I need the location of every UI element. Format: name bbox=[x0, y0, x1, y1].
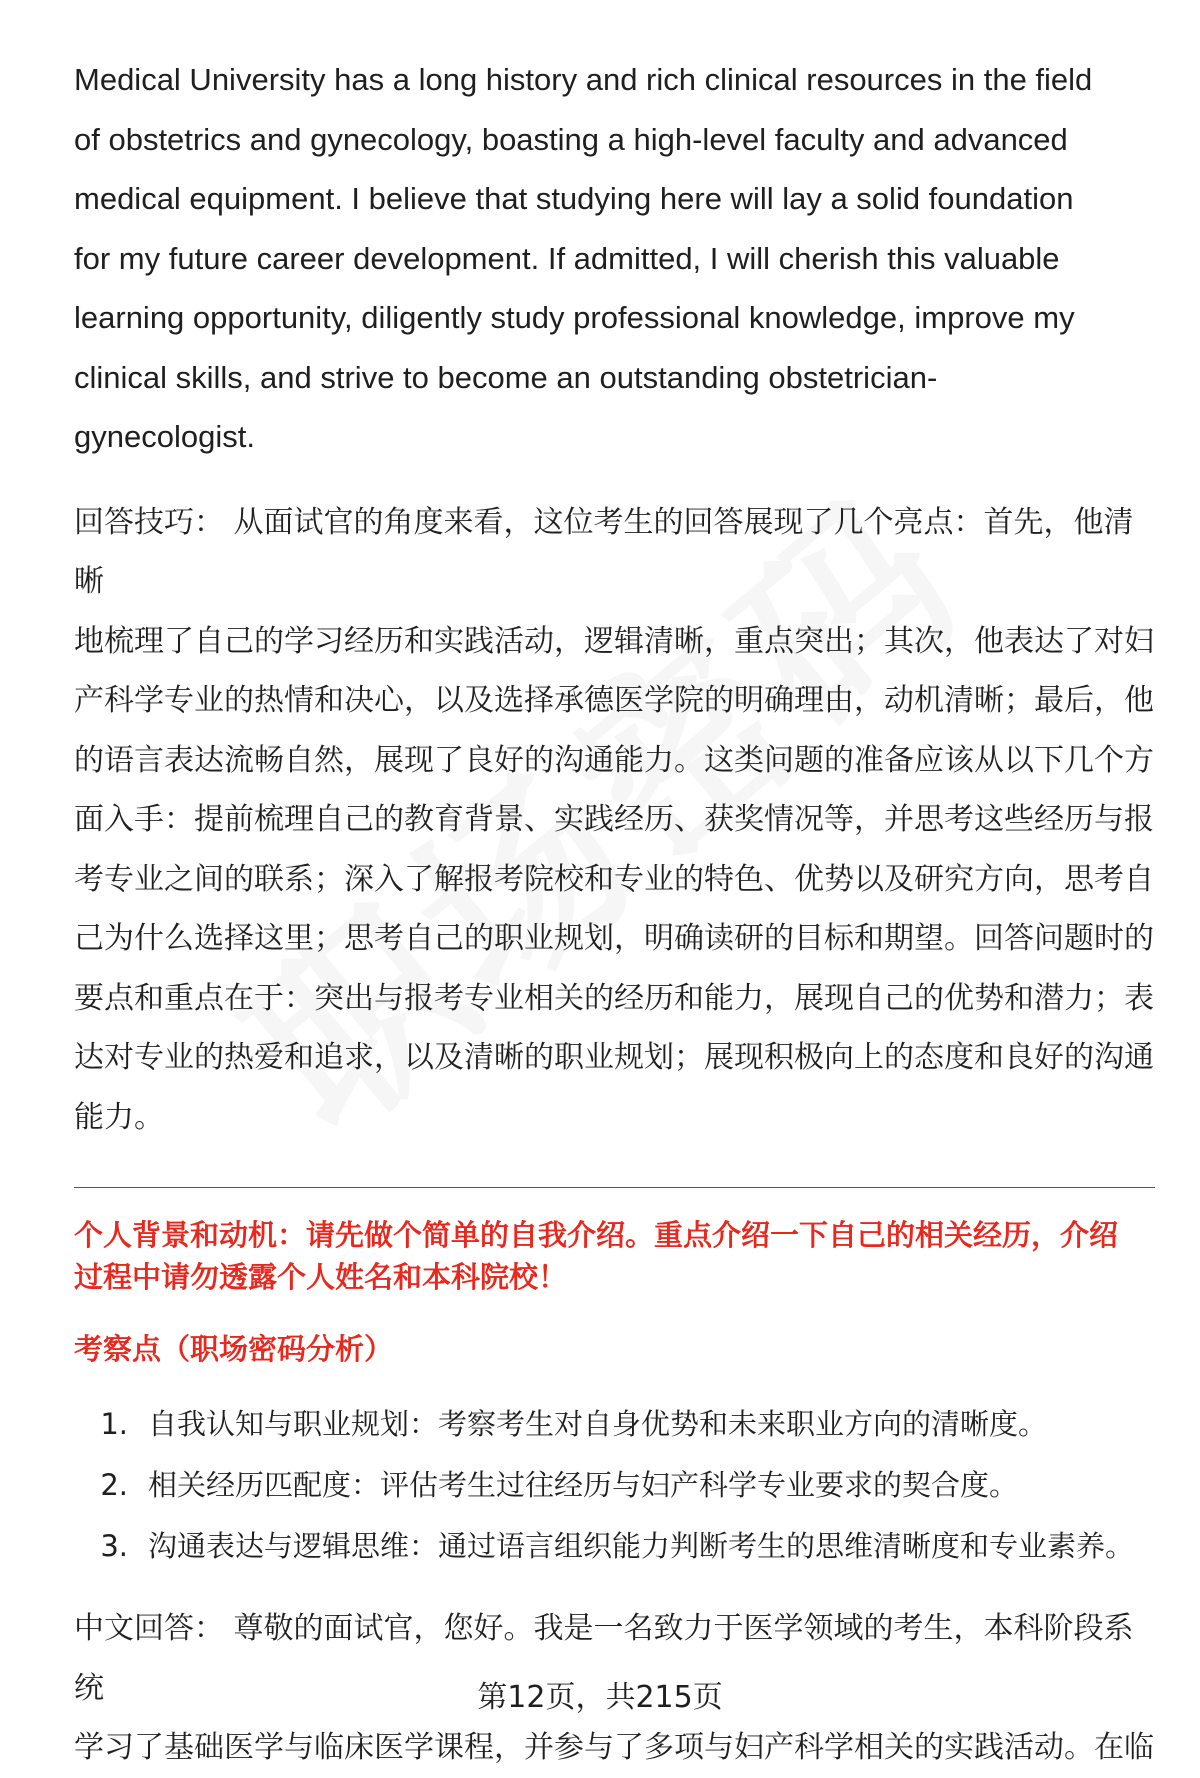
page-number-footer: 第12页，共215页 bbox=[477, 1680, 723, 1715]
question-line: 过程中请勿透露个人姓名和本科院校！ bbox=[74, 1260, 568, 1294]
text-line: Medical University has a long history and rich clinical resources in the field bbox=[74, 62, 1093, 97]
text-line: 考专业之间的联系；深入了解报考院校和专业的特色、优势以及研究方向，思考自 bbox=[74, 861, 1154, 897]
list-item-number: 1. bbox=[100, 1407, 128, 1441]
text-line: gynecologist. bbox=[74, 419, 255, 454]
list-item bbox=[74, 1455, 1154, 1516]
list-item-number: 2. bbox=[100, 1468, 128, 1502]
list-item bbox=[74, 1394, 1154, 1455]
text-line: 的语言表达流畅自然，展现了良好的沟通能力。这类问题的准备应该从以下几个方 bbox=[74, 742, 1154, 778]
text-line: 中文回答： 尊敬的面试官，您好。我是一名致力于医学领域的考生，本科阶段系统 bbox=[74, 1611, 1134, 1706]
list-item-text: 沟通表达与逻辑思维：通过语言组织能力判断考生的思维清晰度和专业素养。 bbox=[148, 1529, 1135, 1563]
text-line: learning opportunity, diligently study professional knowledge, improve my bbox=[74, 300, 1075, 335]
section-divider bbox=[74, 1187, 1155, 1188]
list-item bbox=[74, 1516, 1154, 1577]
text-line: 学习了基础医学与临床医学课程，并参与了多项与妇产科学相关的实践活动。在临 bbox=[74, 1730, 1154, 1765]
interview-question bbox=[74, 1214, 1154, 1298]
list-item-number: 3. bbox=[100, 1529, 128, 1563]
list-item-text: 自我认知与职业规划：考察考生对自身优势和未来职业方向的清晰度。 bbox=[148, 1407, 1048, 1441]
text-line: 能力。 bbox=[74, 1099, 164, 1135]
answer-tips-paragraph bbox=[74, 493, 1154, 1148]
text-line: clinical skills, and strive to become an outstanding obstetrician- bbox=[74, 359, 938, 395]
text-line: 面入手：提前梳理自己的教育背景、实践经历、获奖情况等，并思考这些经历与报 bbox=[74, 802, 1154, 837]
text-line: 产科学专业的热情和决心，以及选择承德医学院的明确理由，动机清晰；最后，他 bbox=[74, 683, 1154, 718]
question-line: 个人背景和动机：请先做个简单的自我介绍。重点介绍一下自己的相关经历，介绍 bbox=[74, 1218, 1119, 1252]
text-line: medical equipment. I believe that studying here will lay a solid foundation bbox=[74, 181, 1074, 216]
text-line: 达对专业的热爱和追求，以及清晰的职业规划；展现积极向上的态度和良好的沟通 bbox=[74, 1040, 1154, 1075]
text-line: for my future career development. If admitted, I will cherish this valuable bbox=[74, 240, 1060, 276]
english-paragraph bbox=[74, 50, 1154, 467]
text-line: 地梳理了自己的学习经历和实践活动，逻辑清晰，重点突出；其次，他表达了对妇 bbox=[74, 623, 1154, 659]
analysis-points-list bbox=[74, 1394, 1154, 1577]
text-line: 回答技巧： 从面试官的角度来看，这位考生的回答展现了几个亮点：首先，他清晰 bbox=[74, 504, 1134, 599]
text-line: 要点和重点在于：突出与报考专业相关的经历和能力，展现自己的优势和潜力；表 bbox=[74, 980, 1154, 1016]
text-line: 己为什么选择这里；思考自己的职业规划，明确读研的目标和期望。回答问题时的 bbox=[74, 921, 1154, 956]
document-page bbox=[74, 50, 1154, 1778]
text-line: of obstetrics and gynecology, boasting a high-level faculty and advanced bbox=[74, 121, 1068, 157]
list-item-text: 相关经历匹配度：评估考生过往经历与妇产科学专业要求的契合度。 bbox=[148, 1468, 1019, 1502]
analysis-heading: 考察点（职场密码分析） bbox=[74, 1332, 394, 1366]
